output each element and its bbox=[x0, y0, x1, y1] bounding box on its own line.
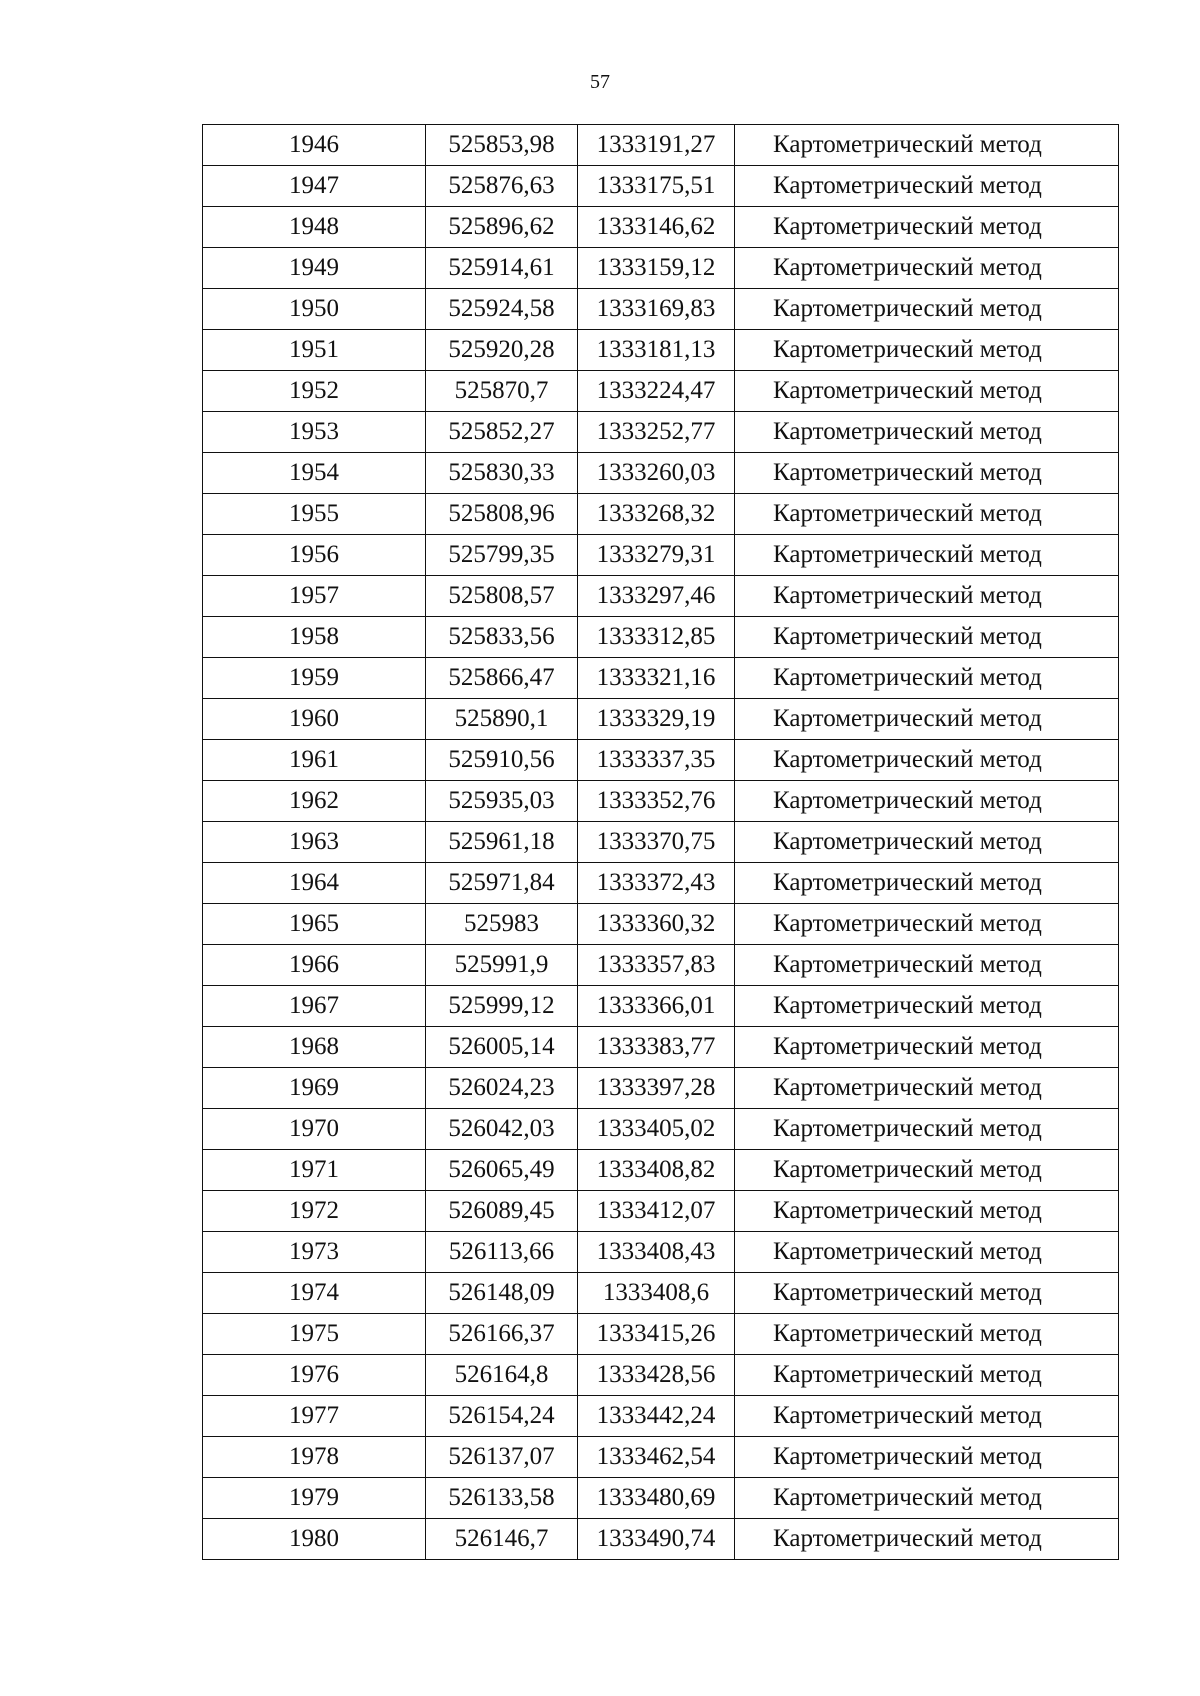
point-number-cell: 1958 bbox=[203, 617, 426, 658]
x-coordinate-cell: 525890,1 bbox=[426, 699, 578, 740]
y-coordinate-cell: 1333181,13 bbox=[578, 330, 735, 371]
table-row bbox=[203, 1355, 1119, 1396]
table-row bbox=[203, 207, 1119, 248]
table-row bbox=[203, 535, 1119, 576]
method-cell: Картометрический метод bbox=[735, 822, 1119, 863]
method-cell: Картометрический метод bbox=[735, 1355, 1119, 1396]
method-cell: Картометрический метод bbox=[735, 1519, 1119, 1560]
point-number-cell: 1969 bbox=[203, 1068, 426, 1109]
point-number-cell: 1970 bbox=[203, 1109, 426, 1150]
x-coordinate-cell: 525914,61 bbox=[426, 248, 578, 289]
method-cell: Картометрический метод bbox=[735, 494, 1119, 535]
y-coordinate-cell: 1333462,54 bbox=[578, 1437, 735, 1478]
table-row bbox=[203, 1027, 1119, 1068]
y-coordinate-cell: 1333408,6 bbox=[578, 1273, 735, 1314]
x-coordinate-cell: 525961,18 bbox=[426, 822, 578, 863]
point-number-cell: 1963 bbox=[203, 822, 426, 863]
point-number-cell: 1975 bbox=[203, 1314, 426, 1355]
method-cell: Картометрический метод bbox=[735, 166, 1119, 207]
point-number-cell: 1978 bbox=[203, 1437, 426, 1478]
x-coordinate-cell: 525870,7 bbox=[426, 371, 578, 412]
table-row bbox=[203, 658, 1119, 699]
point-number-cell: 1977 bbox=[203, 1396, 426, 1437]
y-coordinate-cell: 1333169,83 bbox=[578, 289, 735, 330]
method-cell: Картометрический метод bbox=[735, 617, 1119, 658]
x-coordinate-cell: 526113,66 bbox=[426, 1232, 578, 1273]
y-coordinate-cell: 1333360,32 bbox=[578, 904, 735, 945]
x-coordinate-cell: 526164,8 bbox=[426, 1355, 578, 1396]
table-row bbox=[203, 863, 1119, 904]
x-coordinate-cell: 525833,56 bbox=[426, 617, 578, 658]
point-number-cell: 1954 bbox=[203, 453, 426, 494]
y-coordinate-cell: 1333397,28 bbox=[578, 1068, 735, 1109]
method-cell: Картометрический метод bbox=[735, 1027, 1119, 1068]
x-coordinate-cell: 525852,27 bbox=[426, 412, 578, 453]
method-cell: Картометрический метод bbox=[735, 1232, 1119, 1273]
page-number: 57 bbox=[590, 71, 610, 93]
table-row bbox=[203, 289, 1119, 330]
method-cell: Картометрический метод bbox=[735, 1191, 1119, 1232]
point-number-cell: 1965 bbox=[203, 904, 426, 945]
table-row bbox=[203, 617, 1119, 658]
x-coordinate-cell: 525935,03 bbox=[426, 781, 578, 822]
table-row bbox=[203, 248, 1119, 289]
table-row bbox=[203, 986, 1119, 1027]
point-number-cell: 1974 bbox=[203, 1273, 426, 1314]
y-coordinate-cell: 1333370,75 bbox=[578, 822, 735, 863]
method-cell: Картометрический метод bbox=[735, 1109, 1119, 1150]
point-number-cell: 1946 bbox=[203, 125, 426, 166]
table-row bbox=[203, 1232, 1119, 1273]
point-number-cell: 1960 bbox=[203, 699, 426, 740]
point-number-cell: 1976 bbox=[203, 1355, 426, 1396]
method-cell: Картометрический метод bbox=[735, 1314, 1119, 1355]
y-coordinate-cell: 1333268,32 bbox=[578, 494, 735, 535]
y-coordinate-cell: 1333146,62 bbox=[578, 207, 735, 248]
y-coordinate-cell: 1333366,01 bbox=[578, 986, 735, 1027]
x-coordinate-cell: 525920,28 bbox=[426, 330, 578, 371]
table-row bbox=[203, 453, 1119, 494]
x-coordinate-cell: 525876,63 bbox=[426, 166, 578, 207]
table-row bbox=[203, 371, 1119, 412]
x-coordinate-cell: 526042,03 bbox=[426, 1109, 578, 1150]
point-number-cell: 1952 bbox=[203, 371, 426, 412]
y-coordinate-cell: 1333412,07 bbox=[578, 1191, 735, 1232]
x-coordinate-cell: 525896,62 bbox=[426, 207, 578, 248]
method-cell: Картометрический метод bbox=[735, 863, 1119, 904]
table-row bbox=[203, 330, 1119, 371]
x-coordinate-cell: 525991,9 bbox=[426, 945, 578, 986]
method-cell: Картометрический метод bbox=[735, 330, 1119, 371]
table-row bbox=[203, 1109, 1119, 1150]
y-coordinate-cell: 1333408,43 bbox=[578, 1232, 735, 1273]
method-cell: Картометрический метод bbox=[735, 412, 1119, 453]
table-row bbox=[203, 1191, 1119, 1232]
x-coordinate-cell: 525830,33 bbox=[426, 453, 578, 494]
x-coordinate-cell: 526137,07 bbox=[426, 1437, 578, 1478]
table-row bbox=[203, 412, 1119, 453]
x-coordinate-cell: 525808,96 bbox=[426, 494, 578, 535]
point-number-cell: 1961 bbox=[203, 740, 426, 781]
method-cell: Картометрический метод bbox=[735, 904, 1119, 945]
method-cell: Картометрический метод bbox=[735, 781, 1119, 822]
method-cell: Картометрический метод bbox=[735, 658, 1119, 699]
y-coordinate-cell: 1333191,27 bbox=[578, 125, 735, 166]
table-row bbox=[203, 945, 1119, 986]
x-coordinate-cell: 525853,98 bbox=[426, 125, 578, 166]
table-row bbox=[203, 125, 1119, 166]
method-cell: Картометрический метод bbox=[735, 207, 1119, 248]
coordinates-table bbox=[202, 124, 1119, 1560]
point-number-cell: 1956 bbox=[203, 535, 426, 576]
y-coordinate-cell: 1333297,46 bbox=[578, 576, 735, 617]
point-number-cell: 1964 bbox=[203, 863, 426, 904]
point-number-cell: 1950 bbox=[203, 289, 426, 330]
y-coordinate-cell: 1333279,31 bbox=[578, 535, 735, 576]
table-row bbox=[203, 1437, 1119, 1478]
y-coordinate-cell: 1333383,77 bbox=[578, 1027, 735, 1068]
point-number-cell: 1968 bbox=[203, 1027, 426, 1068]
y-coordinate-cell: 1333252,77 bbox=[578, 412, 735, 453]
x-coordinate-cell: 526024,23 bbox=[426, 1068, 578, 1109]
y-coordinate-cell: 1333405,02 bbox=[578, 1109, 735, 1150]
point-number-cell: 1973 bbox=[203, 1232, 426, 1273]
y-coordinate-cell: 1333442,24 bbox=[578, 1396, 735, 1437]
method-cell: Картометрический метод bbox=[735, 1150, 1119, 1191]
table-row bbox=[203, 1068, 1119, 1109]
x-coordinate-cell: 526089,45 bbox=[426, 1191, 578, 1232]
point-number-cell: 1947 bbox=[203, 166, 426, 207]
x-coordinate-cell: 525799,35 bbox=[426, 535, 578, 576]
method-cell: Картометрический метод bbox=[735, 576, 1119, 617]
method-cell: Картометрический метод bbox=[735, 699, 1119, 740]
coordinates-table-body bbox=[203, 125, 1119, 1560]
x-coordinate-cell: 526065,49 bbox=[426, 1150, 578, 1191]
point-number-cell: 1948 bbox=[203, 207, 426, 248]
x-coordinate-cell: 525999,12 bbox=[426, 986, 578, 1027]
x-coordinate-cell: 525971,84 bbox=[426, 863, 578, 904]
point-number-cell: 1966 bbox=[203, 945, 426, 986]
table-row bbox=[203, 1150, 1119, 1191]
point-number-cell: 1980 bbox=[203, 1519, 426, 1560]
x-coordinate-cell: 525983 bbox=[426, 904, 578, 945]
x-coordinate-cell: 526133,58 bbox=[426, 1478, 578, 1519]
y-coordinate-cell: 1333352,76 bbox=[578, 781, 735, 822]
table-row bbox=[203, 699, 1119, 740]
y-coordinate-cell: 1333372,43 bbox=[578, 863, 735, 904]
y-coordinate-cell: 1333159,12 bbox=[578, 248, 735, 289]
y-coordinate-cell: 1333224,47 bbox=[578, 371, 735, 412]
table-row bbox=[203, 904, 1119, 945]
x-coordinate-cell: 526148,09 bbox=[426, 1273, 578, 1314]
method-cell: Картометрический метод bbox=[735, 125, 1119, 166]
point-number-cell: 1957 bbox=[203, 576, 426, 617]
y-coordinate-cell: 1333428,56 bbox=[578, 1355, 735, 1396]
point-number-cell: 1951 bbox=[203, 330, 426, 371]
point-number-cell: 1979 bbox=[203, 1478, 426, 1519]
y-coordinate-cell: 1333329,19 bbox=[578, 699, 735, 740]
point-number-cell: 1967 bbox=[203, 986, 426, 1027]
table-row bbox=[203, 1314, 1119, 1355]
point-number-cell: 1971 bbox=[203, 1150, 426, 1191]
x-coordinate-cell: 525924,58 bbox=[426, 289, 578, 330]
method-cell: Картометрический метод bbox=[735, 986, 1119, 1027]
x-coordinate-cell: 526154,24 bbox=[426, 1396, 578, 1437]
y-coordinate-cell: 1333357,83 bbox=[578, 945, 735, 986]
method-cell: Картометрический метод bbox=[735, 1396, 1119, 1437]
y-coordinate-cell: 1333415,26 bbox=[578, 1314, 735, 1355]
method-cell: Картометрический метод bbox=[735, 535, 1119, 576]
table-row bbox=[203, 1519, 1119, 1560]
method-cell: Картометрический метод bbox=[735, 945, 1119, 986]
table-row bbox=[203, 781, 1119, 822]
x-coordinate-cell: 526166,37 bbox=[426, 1314, 578, 1355]
point-number-cell: 1953 bbox=[203, 412, 426, 453]
y-coordinate-cell: 1333260,03 bbox=[578, 453, 735, 494]
method-cell: Картометрический метод bbox=[735, 248, 1119, 289]
method-cell: Картометрический метод bbox=[735, 1068, 1119, 1109]
method-cell: Картометрический метод bbox=[735, 1478, 1119, 1519]
y-coordinate-cell: 1333175,51 bbox=[578, 166, 735, 207]
table-row bbox=[203, 1396, 1119, 1437]
point-number-cell: 1962 bbox=[203, 781, 426, 822]
method-cell: Картометрический метод bbox=[735, 453, 1119, 494]
table-row bbox=[203, 1478, 1119, 1519]
x-coordinate-cell: 526005,14 bbox=[426, 1027, 578, 1068]
table-row bbox=[203, 740, 1119, 781]
method-cell: Картометрический метод bbox=[735, 371, 1119, 412]
table-row bbox=[203, 494, 1119, 535]
x-coordinate-cell: 525808,57 bbox=[426, 576, 578, 617]
y-coordinate-cell: 1333408,82 bbox=[578, 1150, 735, 1191]
x-coordinate-cell: 525910,56 bbox=[426, 740, 578, 781]
method-cell: Картометрический метод bbox=[735, 1437, 1119, 1478]
method-cell: Картометрический метод bbox=[735, 1273, 1119, 1314]
y-coordinate-cell: 1333480,69 bbox=[578, 1478, 735, 1519]
y-coordinate-cell: 1333321,16 bbox=[578, 658, 735, 699]
point-number-cell: 1959 bbox=[203, 658, 426, 699]
method-cell: Картометрический метод bbox=[735, 740, 1119, 781]
point-number-cell: 1949 bbox=[203, 248, 426, 289]
x-coordinate-cell: 525866,47 bbox=[426, 658, 578, 699]
method-cell: Картометрический метод bbox=[735, 289, 1119, 330]
y-coordinate-cell: 1333490,74 bbox=[578, 1519, 735, 1560]
y-coordinate-cell: 1333312,85 bbox=[578, 617, 735, 658]
y-coordinate-cell: 1333337,35 bbox=[578, 740, 735, 781]
x-coordinate-cell: 526146,7 bbox=[426, 1519, 578, 1560]
table-row bbox=[203, 822, 1119, 863]
point-number-cell: 1955 bbox=[203, 494, 426, 535]
table-row bbox=[203, 1273, 1119, 1314]
table-row bbox=[203, 576, 1119, 617]
table-row bbox=[203, 166, 1119, 207]
point-number-cell: 1972 bbox=[203, 1191, 426, 1232]
